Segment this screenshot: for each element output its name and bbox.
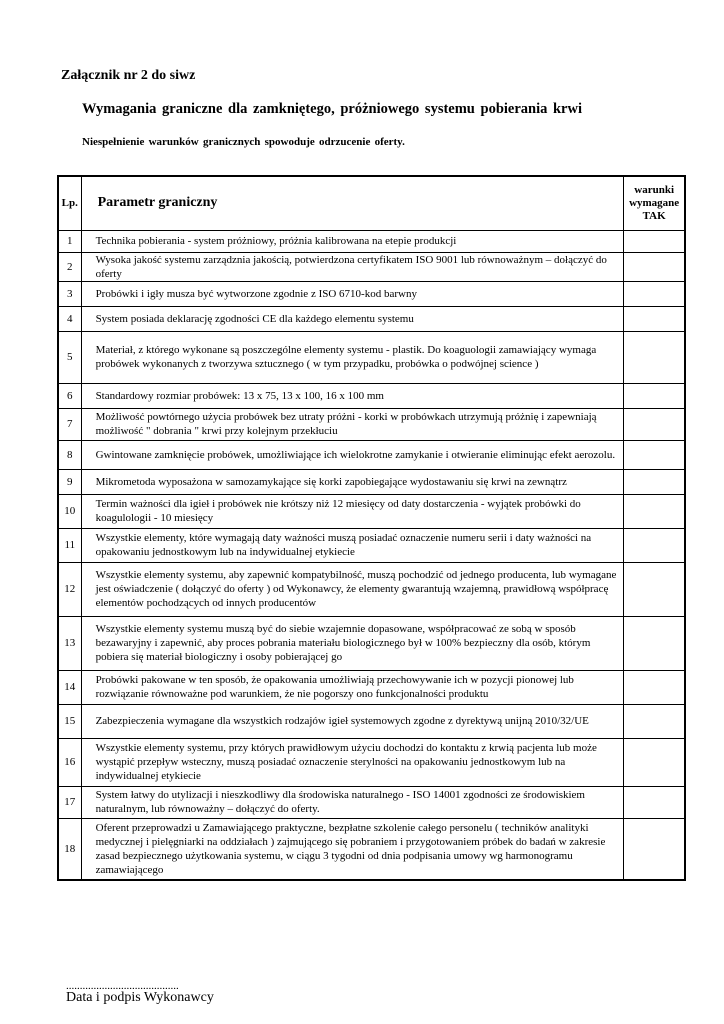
row-tak-cell[interactable]: [624, 562, 685, 616]
table-row: [58, 670, 685, 704]
row-number: 2: [58, 252, 81, 281]
header-parameter: Parametr graniczny: [81, 176, 624, 230]
requirements-table: [57, 175, 686, 881]
header-lp: Lp.: [58, 176, 81, 230]
row-tak-cell[interactable]: [624, 670, 685, 704]
row-requirement: Gwintowane zamknięcie probówek, umożliwiające ich wielokrotne zamykanie i otwieranie eliminując efekt aerozolu.: [81, 440, 624, 469]
row-number: 15: [58, 704, 81, 738]
table-row: [58, 704, 685, 738]
row-requirement: Wszystkie elementy systemu muszą być do siebie wzajemnie dopasowane, współpracować ze sobą w sposób bezawaryjny i zapewnić, aby proces pobrania materiału biologicznego był w 100% bezpieczny dla osób, którym pobiera się materiał biologiczny i osoby pobierającej go: [81, 616, 624, 670]
table-row: [58, 528, 685, 562]
row-requirement: Materiał, z którego wykonane są poszczególne elementy systemu - plastik. Do koaguologii zamawiający wymaga probówek wykonanych z tworzywa sztucznego ( w tym przypadku, probówka o podwójnej science ): [81, 331, 624, 383]
row-tak-cell[interactable]: [624, 281, 685, 306]
table-header-row: [58, 176, 685, 230]
row-tak-cell[interactable]: [624, 440, 685, 469]
signature-line: .........................................: [66, 980, 179, 992]
table-row: [58, 494, 685, 528]
table-row: [58, 331, 685, 383]
row-number: 6: [58, 383, 81, 408]
row-tak-cell[interactable]: [624, 818, 685, 880]
row-number: 12: [58, 562, 81, 616]
header-tak-label: TAK: [642, 209, 666, 222]
header-required-conditions: [624, 176, 685, 230]
row-tak-cell[interactable]: [624, 704, 685, 738]
row-tak-cell[interactable]: [624, 738, 685, 786]
table-row: [58, 738, 685, 786]
header-conditions-label: warunki wymagane: [629, 183, 680, 209]
row-number: 9: [58, 469, 81, 494]
table-row: [58, 252, 685, 281]
row-number: 13: [58, 616, 81, 670]
row-requirement: System posiada deklarację zgodności CE dla każdego elementu systemu: [81, 306, 624, 331]
row-number: 5: [58, 331, 81, 383]
row-tak-cell[interactable]: [624, 383, 685, 408]
row-tak-cell[interactable]: [624, 528, 685, 562]
row-requirement: Standardowy rozmiar probówek: 13 x 75, 13 x 100, 16 x 100 mm: [81, 383, 624, 408]
row-number: 18: [58, 818, 81, 880]
annex-title: Załącznik nr 2 do siwz: [61, 68, 196, 83]
row-requirement: Wszystkie elementy systemu, aby zapewnić kompatybilność, muszą pochodzić od jednego producenta, lub wymagane jest oświadczenie ( dołączyć do oferty ) od Wykonawcy, że elementy gwarantują wzajemną, prawidłową współpracę elementów pochodzących od innych producentów: [81, 562, 624, 616]
row-requirement: System łatwy do utylizacji i nieszkodliwy dla środowiska naturalnego - ISO 14001 zgodności ze środowiskiem naturalnym, lub równoważny – dołączyć do oferty.: [81, 786, 624, 818]
row-number: 17: [58, 786, 81, 818]
row-tak-cell[interactable]: [624, 408, 685, 440]
row-tak-cell[interactable]: [624, 306, 685, 331]
table-row: [58, 616, 685, 670]
table-row: [58, 306, 685, 331]
table-body: [58, 230, 685, 880]
row-requirement: Wszystkie elementy systemu, przy których prawidłowym użyciu dochodzi do kontaktu z krwią pacjenta lub może wystąpić przepływ wsteczny, muszą posiadać oznaczenie sterylności na opakowaniu jednostkowym lub na indywidualnej etykiecie: [81, 738, 624, 786]
row-number: 4: [58, 306, 81, 331]
row-number: 7: [58, 408, 81, 440]
row-requirement: Mikrometoda wyposażona w samozamykające się korki zapobiegające wydostawaniu się krwi na zewnątrz: [81, 469, 624, 494]
row-number: 10: [58, 494, 81, 528]
document-title: Wymagania graniczne dla zamkniętego, próżniowego systemu pobierania krwi: [82, 101, 582, 117]
row-tak-cell[interactable]: [624, 230, 685, 252]
signature-label: Data i podpis Wykonawcy: [66, 990, 214, 1005]
table-row: [58, 281, 685, 306]
row-number: 3: [58, 281, 81, 306]
row-requirement: Wysoka jakość systemu zarządznia jakością, potwierdzona certyfikatem ISO 9001 lub równoważnym – dołączyć do oferty: [81, 252, 624, 281]
row-number: 14: [58, 670, 81, 704]
row-requirement: Probówki pakowane w ten sposób, że opakowania umożliwiają przechowywanie ich w pozycji pionowej lub rozwiązanie równoważne pod warunkiem, że nie pogorszy ono funkcjonalności produktu: [81, 670, 624, 704]
row-number: 1: [58, 230, 81, 252]
row-tak-cell[interactable]: [624, 786, 685, 818]
table-row: [58, 469, 685, 494]
table-row: [58, 408, 685, 440]
row-requirement: Probówki i igły musza być wytworzone zgodnie z ISO 6710-kod barwny: [81, 281, 624, 306]
row-tak-cell[interactable]: [624, 494, 685, 528]
row-requirement: Wszystkie elementy, które wymagają daty ważności muszą posiadać oznaczenie numeru serii i daty ważności na opakowaniu jednostkowym lub na indywidualnej etykiecie: [81, 528, 624, 562]
table-row: [58, 786, 685, 818]
table-row: [58, 562, 685, 616]
row-requirement: Możliwość powtórnego użycia probówek bez utraty próżni - korki w probówkach utrzymują próżnię i zapewniają możliwość " dobrania " krwi przy kolejnym przekłuciu: [81, 408, 624, 440]
row-requirement: Technika pobierania - system próżniowy, próżnia kalibrowana na etepie produkcji: [81, 230, 624, 252]
table-row: [58, 440, 685, 469]
table-row: [58, 818, 685, 880]
row-number: 8: [58, 440, 81, 469]
row-requirement: Oferent przeprowadzi u Zamawiającego praktyczne, bezpłatne szkolenie całego personelu ( techników analityki medycznej i pielęgniarki na oddziałach ) zajmującego się pobraniem i przygotowaniem próbek do badań w zakresie zasad bezpiecznego użytkowania systemu, w ciągu 3 tygodni od dnia podpisania umowy wg harmonogramu zamawiającego: [81, 818, 624, 880]
row-tak-cell[interactable]: [624, 252, 685, 281]
row-requirement: Termin ważności dla igieł i probówek nie krótszy niż 12 miesięcy od daty dostarczenia - wyjątek probówki do koagulologii - 10 miesięcy: [81, 494, 624, 528]
rejection-note: Niespełnienie warunków granicznych spowoduje odrzucenie oferty.: [82, 136, 405, 148]
row-number: 11: [58, 528, 81, 562]
row-requirement: Zabezpieczenia wymagane dla wszystkich rodzajów igieł systemowych zgodne z dyrektywą unijną 2010/32/UE: [81, 704, 624, 738]
row-tak-cell[interactable]: [624, 616, 685, 670]
row-number: 16: [58, 738, 81, 786]
row-tak-cell[interactable]: [624, 469, 685, 494]
table-row: [58, 383, 685, 408]
row-tak-cell[interactable]: [624, 331, 685, 383]
table-row: [58, 230, 685, 252]
